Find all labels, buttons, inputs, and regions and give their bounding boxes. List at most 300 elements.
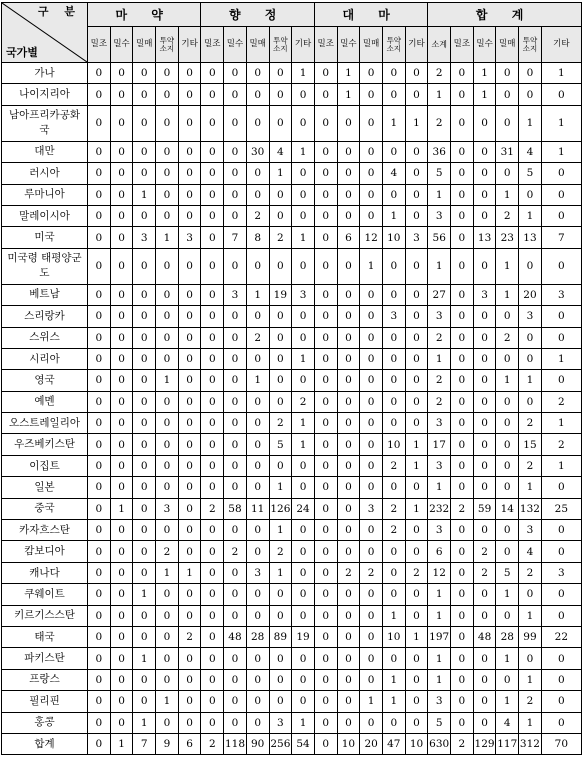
value-cell: 0 [360,348,383,369]
value-cell: 0 [473,205,496,226]
value-cell: 0 [314,712,337,733]
value-cell: 0 [269,370,292,391]
value-cell: 10 [382,626,405,647]
value-cell: 0 [473,184,496,205]
value-cell: 19 [269,284,292,305]
value-cell: 0 [110,327,133,348]
value-cell: 1 [428,605,451,626]
sub-header-cannabis-1: 밀수 [337,27,360,63]
value-cell: 0 [178,105,201,141]
group-header-total: 합 계 [428,3,582,27]
value-cell: 0 [451,370,474,391]
value-cell: 0 [382,184,405,205]
value-cell: 0 [178,498,201,519]
value-cell: 0 [246,248,269,284]
value-cell: 0 [201,284,224,305]
value-cell: 10 [382,434,405,455]
value-cell: 0 [360,626,383,647]
value-cell: 0 [451,284,474,305]
value-cell: 2 [246,205,269,226]
value-cell: 0 [314,584,337,605]
value-cell: 0 [473,163,496,184]
country-cell: 캐나다 [2,562,88,583]
value-cell: 1 [428,348,451,369]
value-cell: 0 [496,541,519,562]
table-row [2,248,582,284]
value-cell: 1 [541,413,581,434]
value-cell: 2 [519,691,542,712]
value-cell: 5 [428,163,451,184]
value-cell: 0 [360,520,383,541]
value-cell: 0 [451,163,474,184]
value-cell: 1 [405,434,428,455]
value-cell: 0 [224,455,247,476]
value-cell: 0 [292,562,315,583]
country-cell: 러시아 [2,163,88,184]
value-cell: 1 [156,227,179,248]
value-cell: 0 [496,391,519,412]
sub-header-cannabis-4: 기타 [405,27,428,63]
value-cell: 1 [360,248,383,284]
value-cell: 0 [88,669,111,690]
value-cell: 0 [473,306,496,327]
value-cell: 0 [88,184,111,205]
value-cell: 0 [541,477,581,498]
value-cell: 0 [314,105,337,141]
table-row [2,163,582,184]
table-row [2,391,582,412]
value-cell: 0 [88,391,111,412]
value-cell: 0 [88,434,111,455]
value-cell: 0 [88,105,111,141]
value-cell: 59 [473,498,496,519]
value-cell: 0 [269,691,292,712]
value-cell: 0 [405,348,428,369]
sub-header-total-0: 밀조 [451,27,474,63]
value-cell: 0 [473,712,496,733]
value-cell: 0 [292,455,315,476]
value-cell: 0 [178,520,201,541]
value-cell: 0 [451,605,474,626]
table-row [2,669,582,690]
value-cell: 0 [337,327,360,348]
value-cell: 0 [246,105,269,141]
value-cell: 0 [405,63,428,84]
value-cell: 1 [133,184,156,205]
value-cell: 0 [133,562,156,583]
value-cell: 1 [292,413,315,434]
value-cell: 0 [269,605,292,626]
value-cell: 23 [496,227,519,248]
value-cell: 0 [201,227,224,248]
value-cell: 1 [360,691,383,712]
value-cell: 0 [496,84,519,105]
value-cell: 0 [133,520,156,541]
value-cell: 1 [519,669,542,690]
value-cell: 1 [292,227,315,248]
value-cell: 0 [110,184,133,205]
value-cell: 1 [337,63,360,84]
value-cell: 0 [156,63,179,84]
value-cell: 12 [428,562,451,583]
value-cell: 0 [88,163,111,184]
sub-header-psychotropics-1: 밀수 [224,27,247,63]
value-cell: 0 [292,541,315,562]
value-cell: 0 [224,520,247,541]
value-cell: 0 [405,605,428,626]
value-cell: 54 [292,733,315,754]
value-cell: 0 [246,584,269,605]
table-row [2,327,582,348]
value-cell: 1 [428,669,451,690]
value-cell: 0 [314,391,337,412]
value-cell: 0 [269,63,292,84]
table-row [2,370,582,391]
sub-header-narcotics-2: 밀매 [133,27,156,63]
value-cell: 0 [541,205,581,226]
value-cell: 0 [133,284,156,305]
value-cell: 4 [496,712,519,733]
value-cell: 0 [178,669,201,690]
value-cell: 0 [246,648,269,669]
value-cell: 10 [405,733,428,754]
value-cell: 0 [541,605,581,626]
value-cell: 0 [405,520,428,541]
sub-header-psychotropics-4: 기타 [292,27,315,63]
value-cell: 0 [405,327,428,348]
value-cell: 0 [337,669,360,690]
value-cell: 3 [246,562,269,583]
value-cell: 0 [405,84,428,105]
value-cell: 0 [88,712,111,733]
value-cell: 2 [246,327,269,348]
value-cell: 1 [110,733,133,754]
value-cell: 0 [201,520,224,541]
value-cell: 0 [451,562,474,583]
value-cell: 0 [314,205,337,226]
value-cell: 0 [382,63,405,84]
value-cell: 0 [133,163,156,184]
value-cell: 0 [292,477,315,498]
value-cell: 0 [473,141,496,162]
value-cell: 0 [473,477,496,498]
value-cell: 0 [178,284,201,305]
value-cell: 0 [292,84,315,105]
value-cell: 0 [292,105,315,141]
value-cell: 0 [473,348,496,369]
value-cell: 0 [314,413,337,434]
value-cell: 0 [88,605,111,626]
value-cell: 0 [314,455,337,476]
value-cell: 0 [473,648,496,669]
value-cell: 13 [519,227,542,248]
value-cell: 2 [519,455,542,476]
value-cell: 0 [156,477,179,498]
value-cell: 0 [133,105,156,141]
value-cell: 0 [451,84,474,105]
value-cell: 0 [473,691,496,712]
value-cell: 0 [269,669,292,690]
value-cell: 0 [451,105,474,141]
value-cell: 1 [292,63,315,84]
value-cell: 2 [496,327,519,348]
value-cell: 0 [405,284,428,305]
value-cell: 2 [428,391,451,412]
value-cell: 2 [269,541,292,562]
value-cell: 1 [133,648,156,669]
value-cell: 0 [133,391,156,412]
value-cell: 0 [133,348,156,369]
table-row [2,498,582,519]
value-cell: 0 [178,348,201,369]
value-cell: 0 [292,605,315,626]
value-cell: 9 [156,733,179,754]
value-cell: 0 [178,691,201,712]
value-cell: 27 [428,284,451,305]
value-cell: 0 [224,105,247,141]
value-cell: 0 [88,84,111,105]
value-cell: 0 [292,248,315,284]
value-cell: 0 [178,248,201,284]
value-cell: 0 [314,691,337,712]
value-cell: 0 [110,669,133,690]
table-row [2,626,582,647]
value-cell: 6 [428,541,451,562]
country-cell: 오스트레일리아 [2,413,88,434]
value-cell: 0 [133,498,156,519]
value-cell: 0 [382,584,405,605]
value-cell: 3 [428,413,451,434]
value-cell: 0 [360,455,383,476]
value-cell: 0 [496,163,519,184]
value-cell: 1 [496,584,519,605]
value-cell: 2 [541,434,581,455]
value-cell: 2 [519,562,542,583]
value-cell: 0 [405,141,428,162]
value-cell: 1 [133,712,156,733]
value-cell: 0 [496,105,519,141]
value-cell: 0 [110,370,133,391]
value-cell: 0 [88,63,111,84]
value-cell: 0 [201,184,224,205]
value-cell: 0 [156,306,179,327]
value-cell: 117 [496,733,519,754]
value-cell: 0 [110,227,133,248]
country-cell: 우즈베키스탄 [2,434,88,455]
value-cell: 0 [224,712,247,733]
value-cell: 0 [133,434,156,455]
value-cell: 0 [541,184,581,205]
value-cell: 0 [451,669,474,690]
value-cell: 0 [201,541,224,562]
value-cell: 0 [88,584,111,605]
value-cell: 0 [246,520,269,541]
value-cell: 0 [337,205,360,226]
value-cell: 0 [519,327,542,348]
value-cell: 1 [292,712,315,733]
value-cell: 3 [405,227,428,248]
table-row [2,205,582,226]
corner-label-bottom: 국가별 [6,46,38,59]
value-cell: 0 [88,626,111,647]
value-cell: 19 [292,626,315,647]
value-cell: 0 [156,669,179,690]
value-cell: 2 [292,391,315,412]
value-cell: 0 [110,434,133,455]
value-cell: 0 [314,141,337,162]
value-cell: 0 [133,413,156,434]
value-cell: 0 [201,348,224,369]
value-cell: 20 [360,733,383,754]
value-cell: 2 [156,541,179,562]
value-cell: 129 [473,733,496,754]
value-cell: 0 [88,284,111,305]
value-cell: 126 [269,498,292,519]
table-row [2,520,582,541]
value-cell: 0 [496,605,519,626]
value-cell: 0 [246,184,269,205]
value-cell: 0 [541,712,581,733]
value-cell: 0 [405,584,428,605]
value-cell: 0 [133,84,156,105]
value-cell: 0 [246,163,269,184]
value-cell: 0 [473,520,496,541]
value-cell: 0 [88,327,111,348]
value-cell: 0 [382,248,405,284]
value-cell: 0 [156,605,179,626]
value-cell: 0 [519,348,542,369]
value-cell: 3 [541,562,581,583]
value-cell: 0 [382,370,405,391]
value-cell: 1 [519,605,542,626]
value-cell: 0 [201,605,224,626]
value-cell: 0 [519,391,542,412]
value-cell: 0 [451,434,474,455]
value-cell: 0 [292,306,315,327]
value-cell: 0 [473,105,496,141]
value-cell: 0 [246,391,269,412]
value-cell: 0 [269,455,292,476]
value-cell: 0 [314,434,337,455]
value-cell: 0 [473,434,496,455]
value-cell: 0 [156,163,179,184]
value-cell: 0 [519,248,542,284]
value-cell: 0 [473,605,496,626]
value-cell: 0 [496,348,519,369]
country-cell: 루마니아 [2,184,88,205]
value-cell: 0 [337,184,360,205]
group-header-cannabis: 대 마 [314,3,427,27]
value-cell: 0 [156,648,179,669]
value-cell: 0 [360,391,383,412]
value-cell: 0 [314,626,337,647]
value-cell: 0 [201,712,224,733]
value-cell: 1 [156,691,179,712]
value-cell: 0 [292,648,315,669]
value-cell: 0 [110,691,133,712]
value-cell: 0 [541,541,581,562]
country-cell: 파키스탄 [2,648,88,669]
value-cell: 0 [88,520,111,541]
table-body [2,63,582,755]
value-cell: 0 [382,541,405,562]
value-cell: 17 [428,434,451,455]
value-cell: 0 [224,605,247,626]
country-cell: 카자흐스탄 [2,520,88,541]
value-cell: 0 [201,584,224,605]
value-cell: 0 [541,370,581,391]
value-cell: 1 [519,477,542,498]
sub-header-total-4: 기타 [541,27,581,63]
value-cell: 1 [428,184,451,205]
value-cell: 0 [451,248,474,284]
value-cell: 0 [337,105,360,141]
value-cell: 0 [360,306,383,327]
value-cell: 0 [178,434,201,455]
value-cell: 2 [224,541,247,562]
value-cell: 0 [110,105,133,141]
country-cell: 태국 [2,626,88,647]
value-cell: 0 [360,669,383,690]
value-cell: 3 [360,498,383,519]
value-cell: 0 [337,691,360,712]
sub-header-narcotics-1: 밀수 [110,27,133,63]
value-cell: 0 [246,669,269,690]
value-cell: 0 [224,584,247,605]
value-cell: 0 [451,648,474,669]
value-cell: 0 [337,712,360,733]
sub-header-psychotropics-0: 밀조 [201,27,224,63]
value-cell: 0 [224,184,247,205]
value-cell: 3 [428,691,451,712]
value-cell: 0 [337,306,360,327]
value-cell: 7 [541,227,581,248]
value-cell: 99 [519,626,542,647]
value-cell: 0 [314,498,337,519]
value-cell: 0 [496,455,519,476]
value-cell: 0 [314,562,337,583]
value-cell: 10 [337,733,360,754]
value-cell: 0 [88,648,111,669]
value-cell: 0 [269,84,292,105]
value-cell: 0 [314,520,337,541]
value-cell: 20 [519,284,542,305]
country-cell: 필리핀 [2,691,88,712]
value-cell: 0 [88,370,111,391]
value-cell: 0 [269,648,292,669]
value-cell: 0 [451,227,474,248]
value-cell: 0 [314,184,337,205]
value-cell: 2 [269,227,292,248]
value-cell: 0 [201,434,224,455]
value-cell: 0 [201,163,224,184]
value-cell: 0 [133,306,156,327]
value-cell: 0 [246,84,269,105]
value-cell: 0 [292,370,315,391]
country-cell: 예멘 [2,391,88,412]
table-row [2,648,582,669]
value-cell: 0 [360,434,383,455]
value-cell: 25 [541,498,581,519]
value-cell: 0 [201,327,224,348]
value-cell: 0 [156,584,179,605]
value-cell: 0 [337,498,360,519]
value-cell: 0 [178,648,201,669]
value-cell: 0 [541,306,581,327]
value-cell: 1 [428,248,451,284]
value-cell: 0 [178,455,201,476]
value-cell: 0 [451,306,474,327]
